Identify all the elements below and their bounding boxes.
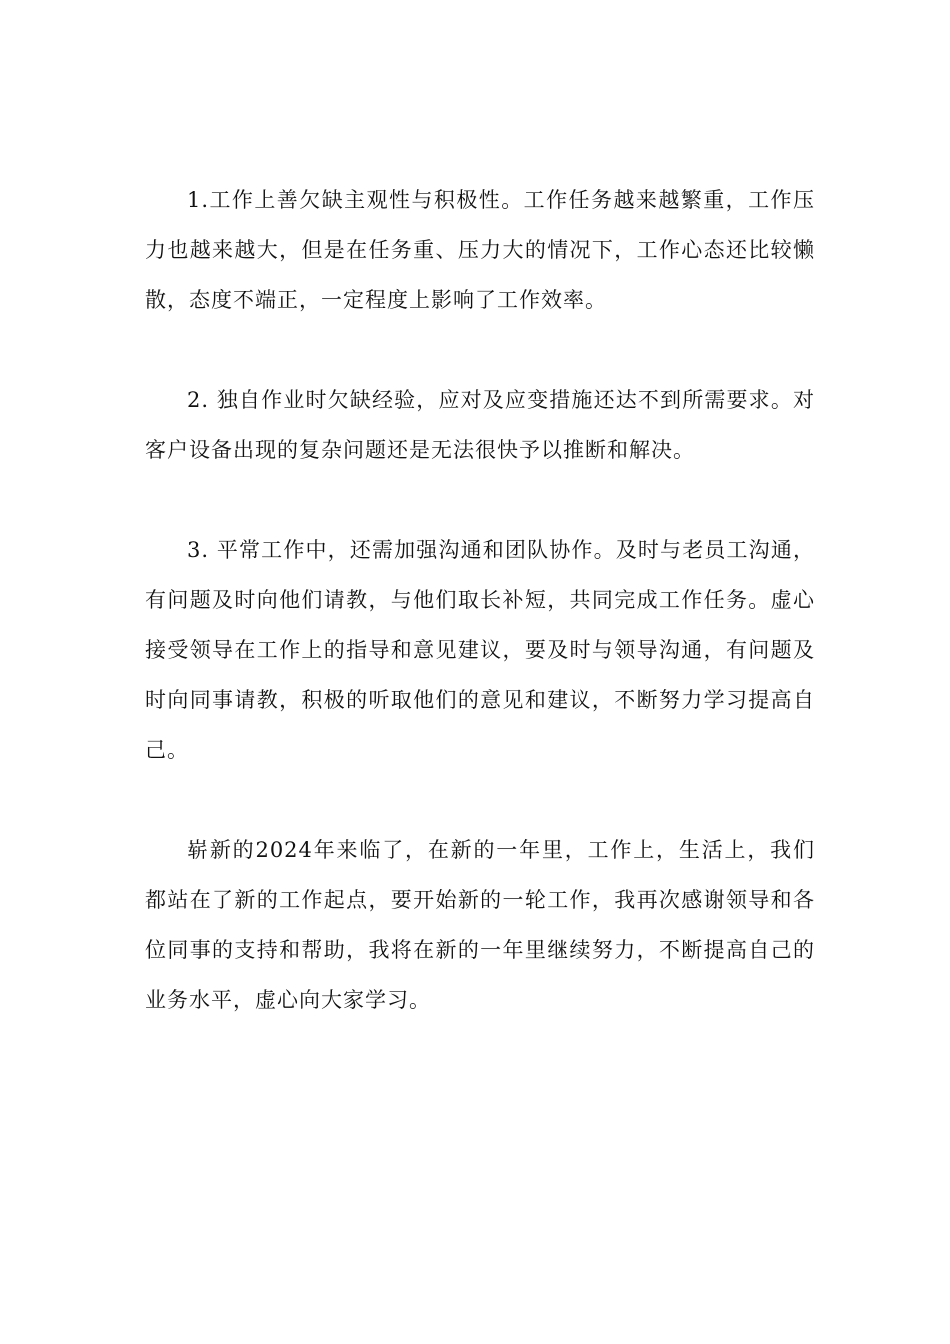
paragraph-item-2: 2. 独自作业时欠缺经验，应对及应变措施还达不到所需要求。对客户设备出现的复杂问题还是无法很快予以推断和解决。 <box>145 388 815 462</box>
paragraph-item-3: 3. 平常工作中，还需加强沟通和团队协作。及时与老员工沟通，有问题及时向他们请教，与他们取长补短，共同完成工作任务。虚心接受领导在工作上的指导和意见建议，要及时与领导沟通，有问题及时向同事请教，积极的听取他们的意见和建议，不断努力学习提高自己。 <box>145 538 815 762</box>
paragraph-closing: 崭新的2024年来临了，在新的一年里，工作上，生活上，我们都站在了新的工作起点，要开始新的一轮工作，我再次感谢领导和各位同事的支持和帮助，我将在新的一年里继续努力，不断提高自己的业务水平，虚心向大家学习。 <box>145 838 815 1012</box>
paragraph-item-1: 1.工作上善欠缺主观性与积极性。工作任务越来越繁重，工作压力也越来越大，但是在任务重、压力大的情况下，工作心态还比较懒散，态度不端正，一定程度上影响了工作效率。 <box>145 188 815 312</box>
